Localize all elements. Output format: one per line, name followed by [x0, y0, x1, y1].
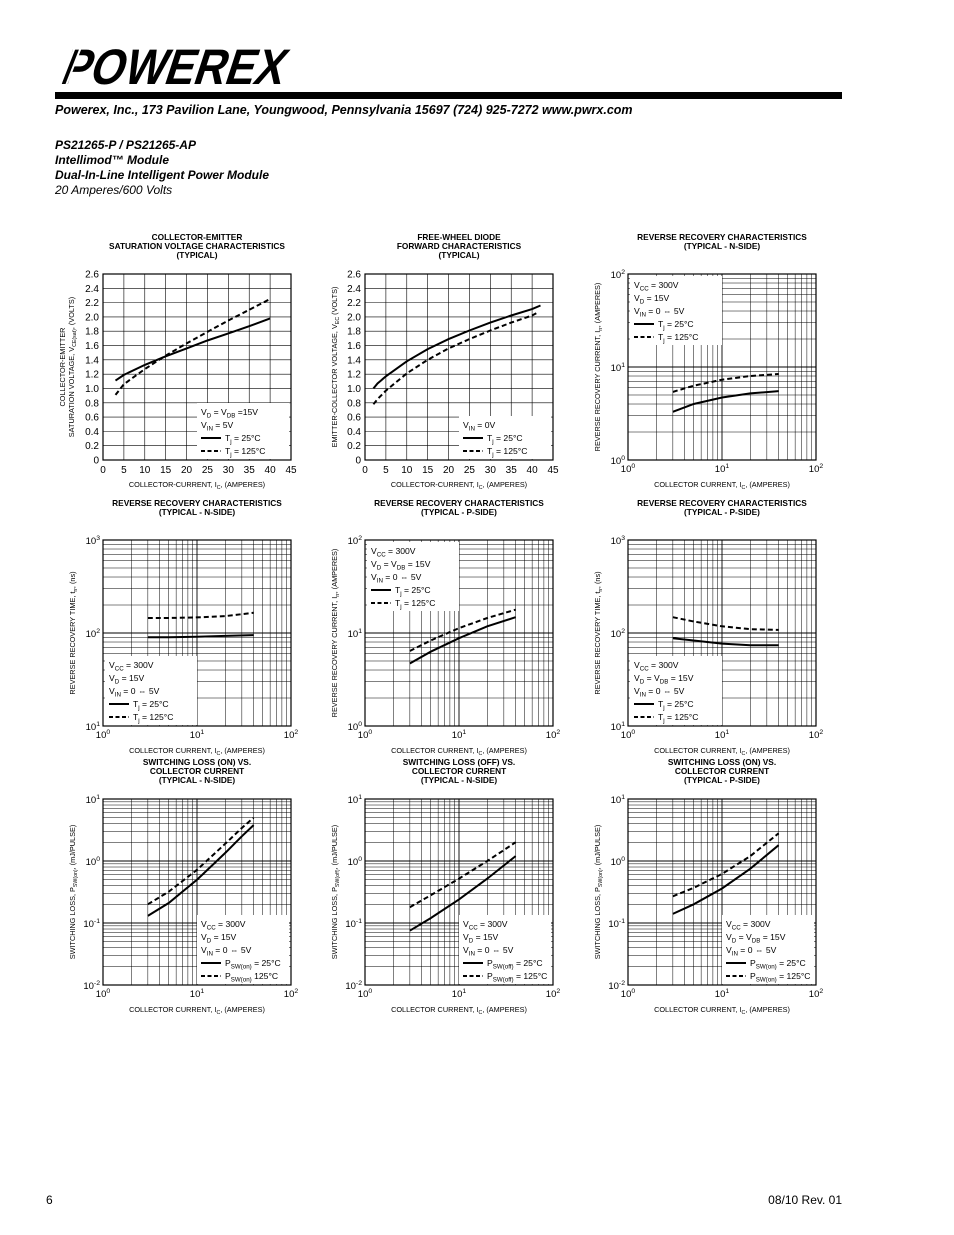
- chart-swloss-off-n: [317, 757, 579, 1022]
- legend-label: $V_{CC} = 300V$: [634, 280, 679, 293]
- chart-title-line: SATURATION VOLTAGE CHARACTERISTICS: [109, 241, 285, 251]
- y-tick-label: $10^1$: [85, 721, 100, 733]
- legend-label: $V_{CC} = 300V$: [201, 919, 246, 932]
- chart-swloss-on-p: [580, 757, 842, 1022]
- y-axis-label: EMITTER-COLLECTOR VOLTAGE, $V_{EC}$ (VOLTS): [330, 286, 342, 448]
- legend-label: $T_j = 25^\circ C$: [225, 433, 261, 446]
- x-tick-label: $10^1$: [451, 729, 467, 741]
- y-tick-label: 0: [355, 455, 361, 467]
- x-tick-label: 45: [285, 465, 297, 476]
- y-axis-label: COLLECTOR-EMITTER: [58, 327, 67, 407]
- chart-vce-sat: [55, 232, 317, 497]
- chart-title-line: COLLECTOR CURRENT: [411, 766, 507, 776]
- chart-svg: [317, 757, 579, 1022]
- legend-label: $V_D = 15V$: [109, 673, 145, 686]
- legend-label: $V_{IN} = 0$ ⇔ 5V: [201, 945, 252, 958]
- x-tick-label: 40: [264, 465, 276, 476]
- legend-label: $P_{SW(off)} = 125^\circ C$: [487, 971, 548, 984]
- y-tick-label: 1.6: [347, 341, 361, 353]
- chart-title-line: FREE-WHEEL DIODE: [417, 232, 501, 242]
- y-tick-label: $10^0$: [347, 721, 362, 733]
- legend-label: $T_j = 125^\circ C$: [658, 332, 699, 345]
- x-axis-label: COLLECTOR CURRENT, $I_C$, (AMPERES): [654, 1005, 790, 1017]
- legend-label: $V_{IN} = 0$ ⇔ 5V: [634, 686, 685, 699]
- x-tick-label: 40: [526, 465, 538, 476]
- legend-label: $V_{IN} = 5V$: [201, 420, 234, 433]
- x-tick-label: $10^0$: [95, 988, 111, 1000]
- y-axis-label: SWITCHING LOSS, $P_{SW(on)}$, (mJ/PULSE): [593, 824, 605, 960]
- x-tick-label: 35: [505, 465, 517, 476]
- chart-title-line: (TYPICAL): [438, 250, 480, 260]
- legend-label: $V_{IN} = 0V$: [463, 420, 496, 433]
- chart-svg: [317, 498, 579, 763]
- y-axis-label: REVERSE RECOVERY TIME, $t_{rr}$, (ns): [593, 571, 605, 695]
- legend-label: $V_D = V_{DB} =15V$: [201, 407, 259, 420]
- x-tick-label: 15: [160, 465, 172, 476]
- y-tick-label: 2.4: [347, 283, 361, 295]
- legend-label: $T_j = 125^\circ C$: [658, 712, 699, 725]
- x-tick-label: $10^0$: [620, 729, 636, 741]
- chart-swloss-on-n: [55, 757, 317, 1022]
- x-axis-label: COLLECTOR CURRENT, $I_C$, (AMPERES): [129, 1005, 265, 1017]
- x-tick-label: 10: [139, 465, 151, 476]
- legend-label: $V_{IN} = 0$ ⇔ 5V: [634, 306, 685, 319]
- y-tick-label: $10^{-1}$: [608, 918, 625, 930]
- x-tick-label: 0: [100, 465, 106, 476]
- chart-title-line: COLLECTOR CURRENT: [149, 766, 245, 776]
- x-tick-label: $10^2$: [808, 988, 824, 1000]
- legend-label: $P_{SW(off)} = 25^\circ C$: [487, 958, 543, 971]
- x-tick-label: 5: [121, 465, 127, 476]
- y-tick-label: $10^1$: [610, 362, 625, 374]
- chart-title-line: FORWARD CHARACTERISTICS: [396, 241, 522, 251]
- legend-label: $V_D = 15V$: [201, 932, 237, 945]
- legend-label: $V_{CC} = 300V$: [634, 660, 679, 673]
- y-tick-label: 1.2: [347, 369, 361, 381]
- y-tick-label: 0.8: [85, 398, 99, 410]
- y-tick-label: 0.2: [85, 441, 99, 453]
- chart-title-line: (TYPICAL - N-SIDE): [158, 775, 236, 785]
- chart-title-line: (TYPICAL - N-SIDE): [683, 241, 761, 251]
- y-tick-label: $10^1$: [347, 794, 362, 806]
- chart-title-line: REVERSE RECOVERY CHARACTERISTICS: [374, 498, 544, 508]
- chart-title-line: (TYPICAL - P-SIDE): [684, 775, 760, 785]
- x-tick-label: 25: [463, 465, 476, 476]
- part-number: PS21265-P / PS21265-AP: [55, 138, 196, 152]
- y-tick-label: $10^0$: [610, 455, 625, 467]
- legend-label: $T_j = 25^\circ C$: [487, 433, 523, 446]
- x-tick-label: $10^0$: [357, 988, 373, 1000]
- chart-title-line: COLLECTOR CURRENT: [674, 766, 770, 776]
- legend-label: $V_{CC} = 300V$: [371, 546, 416, 559]
- series-line: [410, 617, 516, 663]
- chart-svg: [580, 498, 842, 763]
- legend-label: $P_{SW(on)} = 25^\circ C$: [225, 958, 281, 971]
- x-tick-label: $10^0$: [95, 729, 111, 741]
- y-tick-label: $10^0$: [85, 856, 100, 868]
- y-tick-label: $10^3$: [85, 535, 100, 547]
- legend-label: $P_{SW(on)} = 25^\circ C$: [750, 958, 806, 971]
- y-tick-label: 0.4: [347, 426, 361, 438]
- series-line: [673, 374, 779, 392]
- chart-svg: [580, 232, 842, 497]
- chart-title-line: SWITCHING LOSS (OFF) VS.: [402, 757, 516, 767]
- product-line-2: Dual-In-Line Intelligent Power Module: [55, 168, 270, 182]
- chart-title-line: (TYPICAL - N-SIDE): [158, 507, 236, 517]
- y-tick-label: $10^2$: [85, 628, 100, 640]
- series-line: [148, 613, 254, 618]
- series-line: [673, 638, 779, 645]
- chart-trr-p-side: [580, 498, 842, 763]
- y-tick-label: $10^2$: [610, 628, 625, 640]
- y-tick-label: $10^2$: [610, 269, 625, 281]
- x-axis-label: COLLECTOR CURRENT, $I_C$, (AMPERES): [654, 746, 790, 758]
- legend-label: $T_j = 25^\circ C$: [133, 699, 169, 712]
- legend-label: $V_D = V_{DB} = 15V$: [726, 932, 786, 945]
- y-tick-label: $10^1$: [85, 794, 100, 806]
- y-tick-label: $10^0$: [347, 856, 362, 868]
- series-line: [373, 306, 540, 389]
- x-tick-label: $10^2$: [283, 988, 299, 1000]
- x-tick-label: $10^1$: [189, 988, 205, 1000]
- series-line: [373, 313, 536, 404]
- y-tick-label: 0.8: [347, 398, 361, 410]
- x-tick-label: 45: [547, 465, 559, 476]
- revision-date: 08/10 Rev. 01: [768, 1193, 842, 1207]
- x-axis-label: COLLECTOR CURRENT, $I_C$, (AMPERES): [129, 746, 265, 758]
- chart-title-line: REVERSE RECOVERY CHARACTERISTICS: [637, 498, 807, 508]
- y-tick-label: 2.6: [85, 269, 99, 281]
- chart-title-line: SWITCHING LOSS (ON) VS.: [142, 757, 252, 767]
- series-line: [673, 391, 779, 412]
- chart-svg: [55, 232, 317, 497]
- chart-svg: [580, 757, 842, 1022]
- y-tick-label: 2.6: [347, 269, 361, 281]
- y-tick-label: 2.4: [85, 283, 99, 295]
- legend-label: $V_D = 15V$: [634, 293, 670, 306]
- y-tick-label: 1.8: [347, 326, 361, 338]
- y-tick-label: $10^{-2}$: [608, 980, 625, 992]
- y-tick-label: $10^{-1}$: [83, 918, 100, 930]
- chart-title-line: (TYPICAL - N-SIDE): [420, 775, 498, 785]
- y-tick-label: 0.2: [347, 441, 361, 453]
- x-tick-label: 0: [362, 465, 368, 476]
- x-tick-label: $10^1$: [714, 463, 730, 475]
- chart-svg: [317, 232, 579, 497]
- header-rule: [55, 92, 842, 99]
- legend-label: $T_j = 125^\circ C$: [225, 446, 266, 459]
- x-tick-label: 35: [243, 465, 255, 476]
- legend-label: $T_j = 25^\circ C$: [658, 319, 694, 332]
- x-tick-label: $10^2$: [808, 729, 824, 741]
- y-axis-label: REVERSE RECOVERY CURRENT, $I_{rr}$, (AMPERES): [330, 548, 342, 718]
- y-tick-label: 0: [93, 455, 99, 467]
- legend-label: $T_j = 125^\circ C$: [487, 446, 528, 459]
- series-line: [673, 617, 779, 630]
- chart-diode-forward: [317, 232, 579, 497]
- x-tick-label: $10^1$: [714, 729, 730, 741]
- y-tick-label: 1.0: [85, 383, 99, 395]
- x-tick-label: 25: [201, 465, 214, 476]
- y-tick-label: 1.6: [85, 341, 99, 353]
- chart-title-line: (TYPICAL - P-SIDE): [421, 507, 497, 517]
- legend-label: $V_D = V_{DB} = 15V$: [371, 559, 431, 572]
- y-tick-label: 2.0: [85, 312, 99, 324]
- chart-trr-n-side: [55, 498, 317, 763]
- powerex-logo: [55, 39, 329, 95]
- x-axis-label: COLLECTOR CURRENT, $I_C$, (AMPERES): [391, 746, 527, 758]
- chart-svg: [55, 498, 317, 763]
- x-tick-label: $10^0$: [620, 988, 636, 1000]
- y-tick-label: 2.0: [347, 312, 361, 324]
- y-tick-label: 0.6: [85, 412, 99, 424]
- legend-label: $V_{CC} = 300V$: [463, 919, 508, 932]
- legend-label: $V_{IN} = 0$ ⇔ 5V: [109, 686, 160, 699]
- chart-irr-n-side: [580, 232, 842, 497]
- legend-label: $T_j = 125^\circ C$: [395, 598, 436, 611]
- x-axis-label: COLLECTOR CURRENT, $I_C$, (AMPERES): [391, 1005, 527, 1017]
- x-tick-label: 30: [222, 465, 234, 476]
- y-tick-label: 0.6: [347, 412, 361, 424]
- y-tick-label: 1.2: [85, 369, 99, 381]
- x-tick-label: $10^2$: [545, 729, 561, 741]
- y-tick-label: 2.2: [347, 298, 361, 310]
- y-tick-label: 1.4: [85, 355, 99, 367]
- x-tick-label: $10^2$: [283, 729, 299, 741]
- x-tick-label: $10^1$: [451, 988, 467, 1000]
- legend-label: $P_{SW(on)} = 125^\circ C$: [750, 971, 811, 984]
- chart-title-line: SWITCHING LOSS (ON) VS.: [667, 757, 777, 767]
- legend-label: $P_{SW(on)}$ 125°C: [225, 971, 279, 984]
- x-tick-label: $10^0$: [357, 729, 373, 741]
- chart-title-line: COLLECTOR-EMITTER: [151, 232, 243, 242]
- series-line: [148, 635, 254, 637]
- y-tick-label: $10^{-2}$: [345, 980, 362, 992]
- x-tick-label: 10: [401, 465, 413, 476]
- x-axis-label: COLLECTOR CURRENT, $I_C$, (AMPERES): [654, 480, 790, 492]
- x-tick-label: 5: [383, 465, 389, 476]
- legend-label: $V_D = V_{DB} = 15V$: [634, 673, 694, 686]
- y-tick-label: $10^1$: [347, 628, 362, 640]
- company-address: Powerex, Inc., 173 Pavilion Lane, Youngwood, Pennsylvania 15697 (724) 925-7272 www.pwrx.com: [55, 103, 633, 117]
- y-axis-label: SATURATION VOLTAGE, $V_{CE(sat)}$, (VOLTS): [67, 296, 79, 438]
- product-line-1: Intellimod™ Module: [55, 153, 169, 167]
- legend-label: $V_{IN} = 0$ ⇔ 5V: [463, 945, 514, 958]
- x-tick-label: $10^2$: [545, 988, 561, 1000]
- series-line: [116, 318, 271, 380]
- legend-label: $V_D = 15V$: [463, 932, 499, 945]
- x-tick-label: 15: [422, 465, 434, 476]
- x-axis-label: COLLECTOR-CURRENT, $I_C$, (AMPERES): [128, 480, 266, 492]
- y-axis-label: REVERSE RECOVERY CURRENT, $I_{rr}$, (AMPERES): [593, 282, 605, 452]
- y-tick-label: $10^{-1}$: [345, 918, 362, 930]
- product-titles: [55, 138, 269, 198]
- y-tick-label: $10^1$: [610, 794, 625, 806]
- legend-label: $V_{CC} = 300V$: [726, 919, 771, 932]
- x-axis-label: COLLECTOR-CURRENT, $I_C$, (AMPERES): [390, 480, 528, 492]
- y-tick-label: $10^2$: [347, 535, 362, 547]
- svg-text:POWEREX: POWEREX: [55, 39, 329, 95]
- series-line: [410, 610, 516, 651]
- y-tick-label: $10^1$: [610, 721, 625, 733]
- legend-label: $T_j = 25^\circ C$: [395, 585, 431, 598]
- legend-label: $V_{CC} = 300V$: [109, 660, 154, 673]
- y-tick-label: $10^{-2}$: [83, 980, 100, 992]
- y-axis-label: SWITCHING LOSS, $P_{SW(on)}$, (mJ/PULSE): [68, 824, 80, 960]
- x-tick-label: $10^0$: [620, 463, 636, 475]
- y-axis-label: REVERSE RECOVERY TIME, $t_{rr}$, (ns): [68, 571, 80, 695]
- x-tick-label: $10^1$: [189, 729, 205, 741]
- y-tick-label: $10^0$: [610, 856, 625, 868]
- x-tick-label: $10^2$: [808, 463, 824, 475]
- chart-title-line: REVERSE RECOVERY CHARACTERISTICS: [112, 498, 282, 508]
- legend-label: $V_{IN} = 0$ ⇔ 5V: [371, 572, 422, 585]
- chart-svg: [55, 757, 317, 1022]
- x-tick-label: 20: [442, 465, 455, 476]
- y-tick-label: 2.2: [85, 298, 99, 310]
- chart-irr-p-side: [317, 498, 579, 763]
- product-rating: 20 Amperes/600 Volts: [55, 183, 173, 197]
- y-axis-label: SWITCHING LOSS, $P_{SW(off)}$, (mJ/PULSE): [330, 824, 342, 960]
- x-tick-label: 30: [484, 465, 496, 476]
- y-tick-label: 1.0: [347, 383, 361, 395]
- legend-label: $V_{IN} = 0$ ⇔ 5V: [726, 945, 777, 958]
- page-number: 6: [46, 1193, 53, 1207]
- x-tick-label: 20: [180, 465, 193, 476]
- chart-title-line: (TYPICAL - P-SIDE): [684, 507, 760, 517]
- y-tick-label: 1.8: [85, 326, 99, 338]
- chart-title-line: REVERSE RECOVERY CHARACTERISTICS: [637, 232, 807, 242]
- chart-title-line: (TYPICAL): [176, 250, 218, 260]
- legend-label: $T_j = 125^\circ C$: [133, 712, 174, 725]
- y-tick-label: $10^3$: [610, 535, 625, 547]
- y-tick-label: 0.4: [85, 426, 99, 438]
- x-tick-label: $10^1$: [714, 988, 730, 1000]
- y-tick-label: 1.4: [347, 355, 361, 367]
- legend-label: $T_j = 25^\circ C$: [658, 699, 694, 712]
